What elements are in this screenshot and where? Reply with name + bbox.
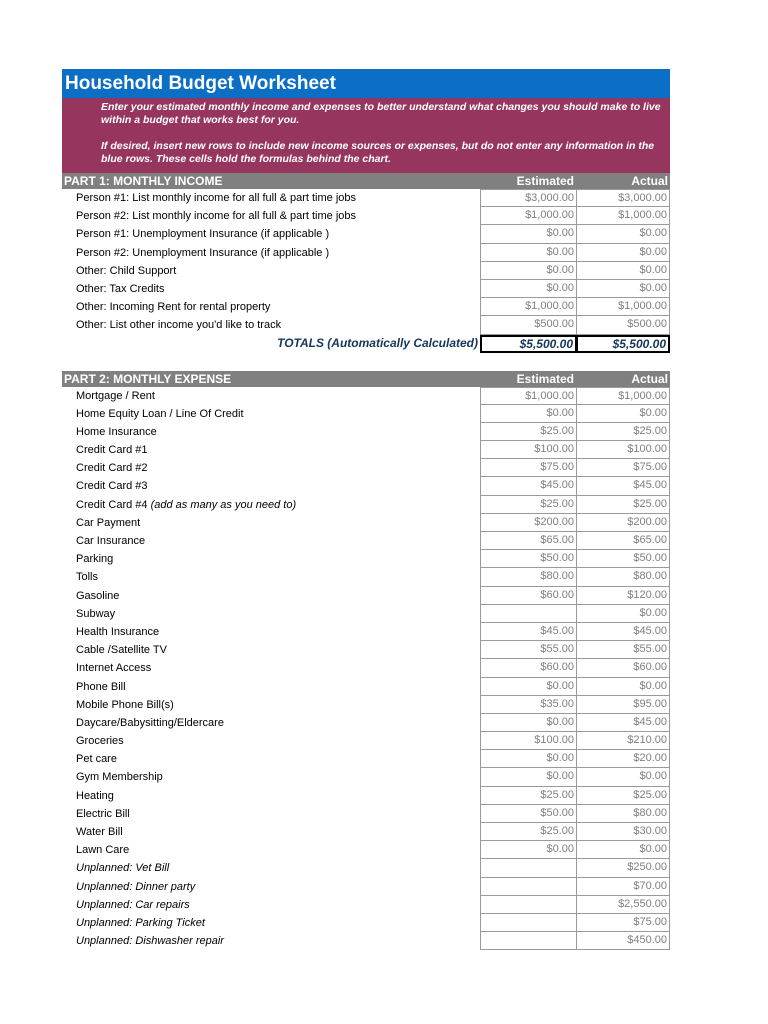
expense-estimated-cell[interactable] [480,859,577,877]
expense-row-label [76,750,117,768]
total-actual-cell[interactable]: $5,500.00 [576,335,670,353]
expense-row [62,750,670,768]
expense-estimated-cell[interactable] [480,896,577,914]
expense-actual-cell[interactable]: $65.00 [576,532,670,550]
expense-row [62,405,670,423]
expense-row-label-text: Tolls [76,571,99,584]
expense-row [62,768,670,786]
expense-row-label [76,841,129,859]
income-row-label-text: Other: Incoming Rent for rental property [76,301,271,314]
expense-actual-cell[interactable]: $100.00 [576,441,670,459]
expense-row [62,496,670,514]
expense-row-label-text: Parking [76,553,114,566]
expense-row-label-text: Health Insurance [76,625,160,638]
income-actual-cell[interactable]: $0.00 [576,225,670,243]
income-row [62,298,670,316]
expense-actual-cell[interactable]: $30.00 [576,823,670,841]
expense-row-label-text: Car Insurance [76,535,146,547]
expense-row-label [76,878,195,896]
income-row-label-text: Person #1: List monthly income for all full & part time jobs [76,192,357,204]
expense-actual-cell[interactable]: $25.00 [576,423,670,441]
expense-row-label-text: Credit Card #2 [76,462,148,475]
expense-estimated-cell[interactable]: $25.00 [480,423,577,441]
expense-row-label-text: Water Bill [76,826,123,838]
expense-row-label [76,405,244,423]
expense-row-label [76,441,148,459]
income-row [62,316,670,334]
expense-row [62,477,670,495]
expense-row-label-text: Unplanned: Car repairs [76,898,190,911]
expense-estimated-cell[interactable] [480,605,577,623]
expense-row [62,623,670,641]
expense-row [62,787,670,805]
budget-worksheet [62,69,670,950]
expense-row [62,878,670,896]
expense-estimated-cell[interactable]: $75.00 [480,459,577,477]
expense-row [62,914,670,932]
expense-estimated-cell[interactable]: $200.00 [480,514,577,532]
expense-row-label [76,659,151,677]
income-actual-cell[interactable]: $0.00 [576,280,670,298]
expense-actual-cell[interactable]: $210.00 [576,732,670,750]
expense-estimated-cell[interactable]: $60.00 [480,587,577,605]
expense-row [62,896,670,914]
expense-row-label [76,641,167,659]
expense-row [62,587,670,605]
expense-actual-cell[interactable]: $60.00 [576,659,670,677]
expense-row-label [76,805,130,823]
expense-estimated-cell[interactable]: $45.00 [480,623,577,641]
income-actual-cell[interactable]: $3,000.00 [576,189,670,207]
expense-row-label-text: Mortgage / Rent [76,389,155,402]
expense-row-label [76,714,224,732]
income-row-label-text: Person #2: List monthly income for all full & part time jobs [76,210,357,223]
expense-row [62,678,670,696]
expense-col-estimated: Estimated [516,371,574,386]
expense-row-label-text: Unplanned: Dishwasher repair [76,935,224,948]
expense-actual-cell[interactable]: $1,000.00 [576,387,670,405]
income-row-label-text: Person #2: Unemployment Insurance (if applicable ) [76,246,330,259]
sheet-title: Household Budget Worksheet [62,69,670,98]
expense-actual-cell[interactable]: $70.00 [576,878,670,896]
expense-actual-cell[interactable]: $450.00 [576,932,670,950]
expense-col-actual: Actual [631,371,668,386]
expense-row-label-text: Heating [76,789,114,802]
expense-row-label-text: Daycare/Babysitting/Eldercare [76,716,224,729]
income-col-estimated: Estimated [516,174,574,188]
expense-row-label-text: Pet care [76,753,117,766]
totals-label: TOTALS (Automatically Calculated) [277,335,478,350]
expense-row [62,659,670,677]
expense-actual-cell[interactable]: $0.00 [576,405,670,423]
income-row-label-text: Other: Child Support [76,264,177,277]
expense-estimated-cell[interactable]: $0.00 [480,405,577,423]
expense-row [62,641,670,659]
expense-row-label [76,896,190,914]
income-rows [62,189,670,335]
income-actual-cell[interactable]: $1,000.00 [576,207,670,225]
expense-actual-cell[interactable]: $95.00 [576,696,670,714]
income-estimated-cell[interactable]: $1,000.00 [480,207,577,225]
income-row [62,189,670,207]
expense-row [62,859,670,877]
expense-estimated-cell[interactable]: $60.00 [480,659,577,677]
expense-row-label [76,678,126,696]
expense-row-label-text: Electric Bill [76,807,130,820]
income-row-label [76,225,329,243]
expense-estimated-cell[interactable]: $0.00 [480,678,577,696]
expense-estimated-cell[interactable]: $0.00 [480,841,577,859]
income-row-label [76,189,356,207]
expense-row-label-text: Home Equity Loan / Line Of Credit [76,407,244,420]
income-actual-cell[interactable]: $500.00 [576,316,670,334]
expense-row-label [76,768,163,786]
expense-row-label [76,587,119,605]
income-row [62,262,670,280]
income-estimated-cell[interactable]: $0.00 [480,280,577,298]
expense-row [62,841,670,859]
expense-row [62,441,670,459]
expense-row [62,732,670,750]
expense-estimated-cell[interactable]: $35.00 [480,696,577,714]
expense-row [62,459,670,477]
expense-row-label [76,514,140,532]
expense-actual-cell[interactable]: $45.00 [576,714,670,732]
expense-row-label [76,477,148,495]
expense-actual-cell[interactable]: $55.00 [576,641,670,659]
expense-actual-cell[interactable]: $200.00 [576,514,670,532]
expense-row-label [76,605,115,623]
income-totals-row [62,335,670,352]
expense-estimated-cell[interactable]: $0.00 [480,714,577,732]
expense-row [62,568,670,586]
expense-row-label-text: Credit Card #4 [76,498,148,511]
income-row-label-text: Other: List other income you'd like to track [76,319,282,332]
expense-row [62,387,670,405]
expense-actual-cell[interactable]: $120.00 [576,587,670,605]
expense-actual-cell[interactable]: $0.00 [576,841,670,859]
expense-actual-cell[interactable]: $80.00 [576,805,670,823]
expense-row-label [76,532,145,550]
income-row-label [76,262,176,280]
expense-row-note: (add as many as you need to) [147,498,297,511]
expense-row-label [76,387,155,405]
expense-row-label [76,914,205,932]
expense-estimated-cell[interactable] [480,932,577,950]
expense-row-label-text: Mobile Phone Bill(s) [76,698,174,711]
expense-estimated-cell[interactable]: $55.00 [480,641,577,659]
expense-actual-cell[interactable]: $0.00 [576,768,670,786]
income-section-header [62,173,670,189]
income-row-label [76,280,164,298]
expense-actual-cell[interactable]: $0.00 [576,605,670,623]
expense-row-label-text: Credit Card #3 [76,480,148,493]
expense-estimated-cell[interactable]: $25.00 [480,787,577,805]
expense-row-label-text: Credit Card #1 [76,444,148,457]
expense-row [62,532,670,550]
expense-row [62,714,670,732]
expense-estimated-cell[interactable]: $100.00 [480,732,577,750]
income-estimated-cell[interactable]: $0.00 [480,262,577,280]
income-estimated-cell[interactable]: $0.00 [480,244,577,262]
expense-row-label-text: Unplanned: Parking Ticket [76,916,205,929]
expense-row-label [76,859,169,877]
expense-estimated-cell[interactable] [480,878,577,896]
income-estimated-cell[interactable]: $1,000.00 [480,298,577,316]
expense-row [62,514,670,532]
expense-section-header [62,371,670,387]
expense-estimated-cell[interactable]: $25.00 [480,823,577,841]
income-row [62,280,670,298]
expense-row-label-text: Cable /Satellite TV [76,644,167,657]
income-estimated-cell[interactable]: $0.00 [480,225,577,243]
income-row-label [76,207,356,225]
expense-estimated-cell[interactable]: $80.00 [480,568,577,586]
income-estimated-cell[interactable]: $3,000.00 [480,189,577,207]
expense-row-label [76,459,148,477]
instructions [62,98,670,173]
income-row [62,244,670,262]
expense-actual-cell[interactable]: $250.00 [576,859,670,877]
expense-estimated-cell[interactable]: $45.00 [480,477,577,495]
expense-row-label [76,550,113,568]
expense-row-label-text: Unplanned: Vet Bill [76,862,170,875]
expense-row-label-text: Internet Access [76,662,152,675]
expense-row-label [76,568,98,586]
expense-estimated-cell[interactable]: $0.00 [480,750,577,768]
expense-actual-cell[interactable]: $45.00 [576,623,670,641]
expense-row-label [76,423,157,441]
income-col-actual: Actual [631,174,668,188]
expense-actual-cell[interactable]: $45.00 [576,477,670,495]
expense-row [62,823,670,841]
expense-actual-cell[interactable]: $75.00 [576,914,670,932]
expense-row-label-text: Gym Membership [76,771,163,784]
income-row-label [76,244,329,262]
income-actual-cell[interactable]: $1,000.00 [576,298,670,316]
expense-row [62,423,670,441]
expense-row-label [76,732,124,750]
expense-row-label [76,787,114,805]
expense-actual-cell[interactable]: $20.00 [576,750,670,768]
expense-heading: PART 2: MONTHLY EXPENSE [64,371,232,386]
income-row-label-text: Person #1: Unemployment Insurance (if applicable ) [76,228,330,241]
expense-row-label [76,623,159,641]
expense-row-label-text: Subway [76,607,116,620]
expense-estimated-cell[interactable]: $25.00 [480,496,577,514]
expense-row [62,696,670,714]
income-actual-cell[interactable]: $0.00 [576,262,670,280]
income-row [62,207,670,225]
expense-estimated-cell[interactable]: $50.00 [480,550,577,568]
expense-row-label-text: Groceries [76,735,124,748]
income-actual-cell[interactable]: $0.00 [576,244,670,262]
income-row-label [76,316,281,334]
instruction-2: If desired, insert new rows to include new income sources or expenses, but do not enter any information in the blue rows. These cells hold the formulas behind the chart. [101,140,655,165]
expense-row [62,550,670,568]
instruction-1: Enter your estimated monthly income and expenses to better understand what changes you should make to live within a budget that works best for you. [101,101,661,126]
expense-estimated-cell[interactable]: $50.00 [480,805,577,823]
expense-row [62,805,670,823]
expense-actual-cell[interactable]: $80.00 [576,568,670,586]
expense-estimated-cell[interactable]: $0.00 [480,768,577,786]
expense-row-label-text: Home Insurance [76,425,157,438]
expense-row-label-text: Unplanned: Dinner party [76,880,196,893]
expense-row-label [76,696,174,714]
income-row-label [76,298,270,316]
income-estimated-cell[interactable]: $500.00 [480,316,577,334]
expense-row-label [76,823,123,841]
expense-actual-cell[interactable]: $75.00 [576,459,670,477]
total-estimated-cell[interactable]: $5,500.00 [480,335,577,353]
income-row [62,225,670,243]
expense-actual-cell[interactable]: $50.00 [576,550,670,568]
expense-actual-cell[interactable]: $2,550.00 [576,896,670,914]
expense-row [62,605,670,623]
expense-estimated-cell[interactable] [480,914,577,932]
expense-row-label-text: Gasoline [76,589,120,602]
expense-estimated-cell[interactable]: $65.00 [480,532,577,550]
expense-row [62,932,670,950]
expense-actual-cell[interactable]: $25.00 [576,787,670,805]
income-heading: PART 1: MONTHLY INCOME [64,174,223,188]
expense-rows [62,387,670,951]
expense-row-label [76,496,296,514]
expense-row-label-text: Lawn Care [76,844,130,857]
expense-row-label [76,932,224,950]
expense-actual-cell[interactable]: $0.00 [576,678,670,696]
expense-row-label-text: Car Payment [76,516,141,529]
income-row-label-text: Other: Tax Credits [76,282,165,295]
expense-estimated-cell[interactable]: $100.00 [480,441,577,459]
expense-actual-cell[interactable]: $25.00 [576,496,670,514]
expense-row-label-text: Phone Bill [76,680,126,693]
expense-estimated-cell[interactable]: $1,000.00 [480,387,577,405]
